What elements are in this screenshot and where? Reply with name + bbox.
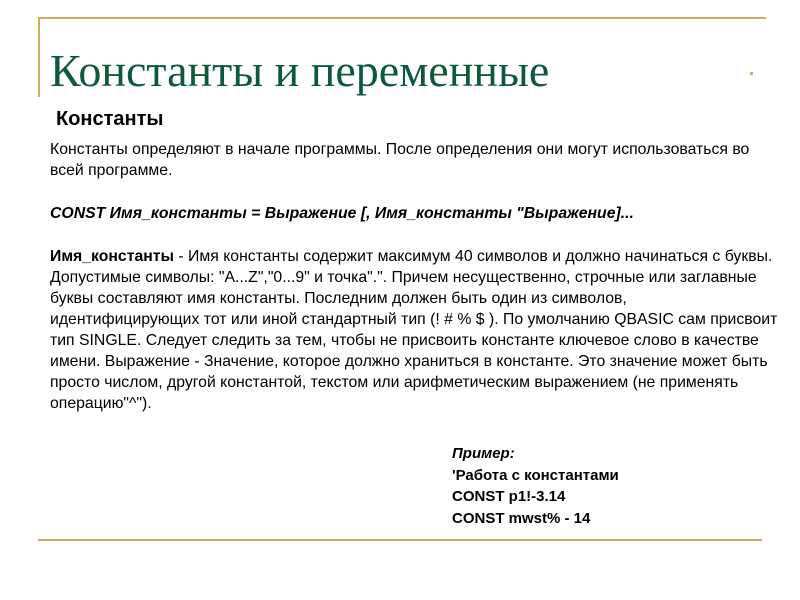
example-heading: Пример:: [452, 445, 515, 462]
slide-body: [50, 139, 778, 414]
syntax-line: CONST Имя_константы = Выражение [, Имя_константы "Выражение]...: [50, 205, 634, 222]
description-term: Имя_константы: [50, 248, 175, 265]
spacer: [50, 181, 778, 203]
example-line: CONST p1!-3.14: [452, 488, 566, 505]
example-line: CONST mwst% - 14: [452, 509, 591, 527]
description-paragraph: [50, 246, 778, 414]
frame-bottom-line: [38, 539, 762, 541]
example-block: [452, 443, 619, 529]
example-line: 'Работа с константами: [452, 466, 619, 484]
spacer: [50, 224, 778, 246]
frame-top-line: [38, 17, 766, 19]
intro-paragraph: Константы определяют в начале программы. После определения они могут использоваться во всей программе.: [50, 141, 750, 179]
frame-left-line: [38, 17, 40, 97]
section-subtitle: Константы: [56, 108, 164, 130]
description-text: - Имя константы содержит максимум 40 символов и должно начинаться с буквы. Допустимые символы: "A...Z","0...9" и точка".". Причем несущественно, строчные или заглавные буквы составляют имя константы. Последним должен быть один из символов, идентифицирующих тот или иной стандартный тип (! # % $ ). По умолчанию QBASIC сам присвоит тип SINGLE. Следует следить за тем, чтобы не присвоить константе ключевое слово в качестве имени. Выражение - Значение, которое должно храниться в константе. Это значение может быть просто числом, другой константой, текстом или арифметическим выражением (не применять операцию"^").: [50, 248, 778, 412]
slide-title: Константы и переменные: [50, 45, 550, 96]
decorative-dot: [750, 72, 753, 75]
